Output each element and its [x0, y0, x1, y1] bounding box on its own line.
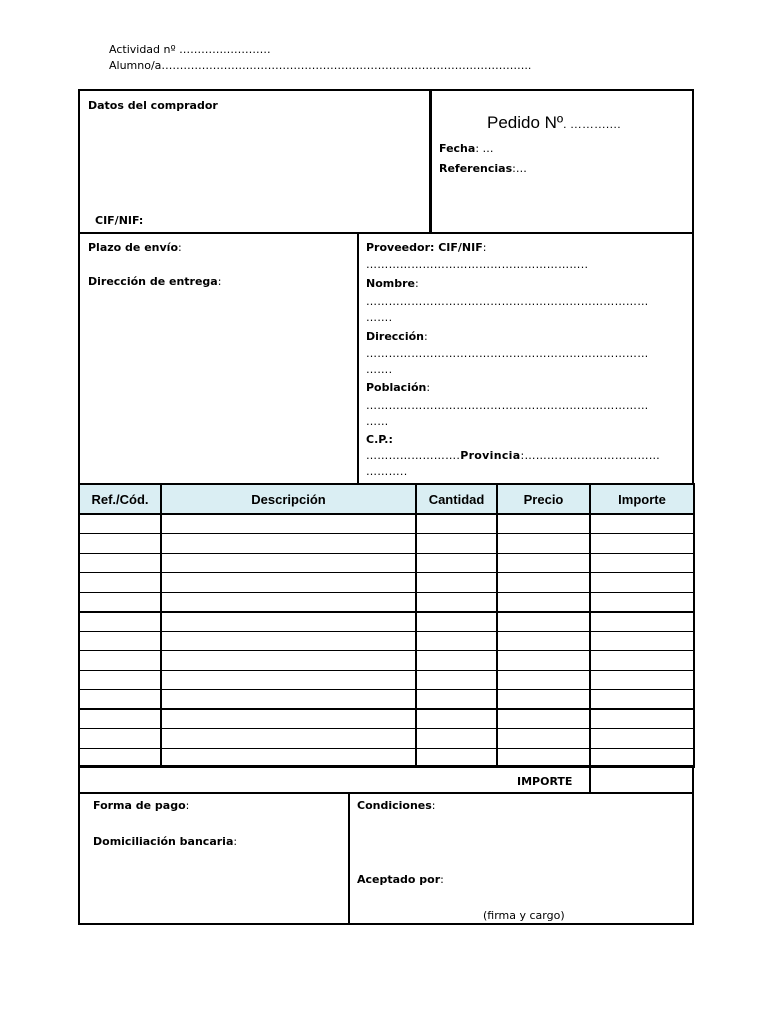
- importe-divider: [589, 767, 591, 794]
- pedido-title: Pedido Nº. ……….…: [487, 113, 622, 132]
- descripcion-cell[interactable]: [161, 573, 416, 593]
- descripcion-cell[interactable]: [161, 514, 416, 534]
- importe-cell[interactable]: [590, 553, 694, 573]
- cantidad-cell[interactable]: [416, 612, 497, 632]
- importe-cell[interactable]: [590, 651, 694, 671]
- aceptado-label: Aceptado por:: [357, 873, 444, 886]
- comprador-box: [78, 89, 432, 234]
- table-row: [79, 514, 694, 534]
- plazo-envio-label: Plazo de envío:: [88, 241, 182, 254]
- descripcion-cell[interactable]: [161, 612, 416, 632]
- descripcion-cell[interactable]: [161, 690, 416, 710]
- col-cantidad-header: Cantidad: [416, 484, 497, 514]
- precio-cell[interactable]: [497, 631, 590, 651]
- descripcion-cell[interactable]: [161, 709, 416, 729]
- table-row: [79, 592, 694, 612]
- ref-cell[interactable]: [79, 573, 161, 593]
- importe-cell[interactable]: [590, 592, 694, 612]
- pago-box: [78, 792, 350, 925]
- comprador-title: Datos del comprador: [88, 99, 218, 112]
- precio-cell[interactable]: [497, 729, 590, 749]
- ref-cell[interactable]: [79, 592, 161, 612]
- cantidad-cell[interactable]: [416, 729, 497, 749]
- cantidad-cell[interactable]: [416, 573, 497, 593]
- table-row: [79, 729, 694, 749]
- direccion-dots-2: …….: [366, 363, 393, 376]
- pedido-fecha: Fecha: …: [439, 142, 494, 155]
- importe-cell[interactable]: [590, 670, 694, 690]
- cantidad-cell[interactable]: [416, 690, 497, 710]
- descripcion-cell[interactable]: [161, 534, 416, 554]
- table-row: [79, 651, 694, 671]
- cantidad-cell[interactable]: [416, 631, 497, 651]
- descripcion-cell[interactable]: [161, 592, 416, 612]
- cp-provincia-line: …………………….Provincia:………………………………: [366, 449, 661, 462]
- alumno-line: Alumno/a………………………………………………………………………………………..: [109, 59, 532, 72]
- comprador-cif-label: CIF/NIF:: [95, 214, 144, 227]
- pedido-box: [429, 89, 694, 234]
- ref-cell[interactable]: [79, 631, 161, 651]
- nombre-dots-2: …….: [366, 311, 393, 324]
- importe-cell[interactable]: [590, 612, 694, 632]
- importe-cell[interactable]: [590, 573, 694, 593]
- nombre-label: Nombre:: [366, 277, 419, 290]
- firma-cargo-label: (firma y cargo): [483, 909, 565, 922]
- direccion-dots-1: …………………………………………………………………: [366, 347, 649, 360]
- condiciones-box: [348, 792, 694, 925]
- final-dots: ………..: [366, 465, 408, 478]
- domiciliacion-label: Domiciliación bancaria:: [93, 835, 238, 848]
- ref-cell[interactable]: [79, 729, 161, 749]
- precio-cell[interactable]: [497, 709, 590, 729]
- cantidad-cell[interactable]: [416, 514, 497, 534]
- importe-total-row: [78, 765, 694, 794]
- envio-box: [78, 232, 359, 485]
- precio-cell[interactable]: [497, 612, 590, 632]
- descripcion-cell[interactable]: [161, 670, 416, 690]
- cp-label: C.P.:: [366, 433, 393, 446]
- poblacion-label: Población:: [366, 381, 431, 394]
- ref-cell[interactable]: [79, 514, 161, 534]
- precio-cell[interactable]: [497, 651, 590, 671]
- table-header-row: [79, 484, 694, 514]
- poblacion-dots-1: …………………………………………………………………: [366, 399, 649, 412]
- cantidad-cell[interactable]: [416, 534, 497, 554]
- col-ref-header: Ref./Cód.: [79, 484, 161, 514]
- ref-cell[interactable]: [79, 651, 161, 671]
- pedido-referencias: Referencias:…: [439, 162, 527, 175]
- proveedor-label: Proveedor: CIF/NIF:: [366, 241, 487, 254]
- descripcion-cell[interactable]: [161, 631, 416, 651]
- table-row: [79, 690, 694, 710]
- table-row: [79, 670, 694, 690]
- items-table: [78, 483, 695, 768]
- descripcion-cell[interactable]: [161, 651, 416, 671]
- cantidad-cell[interactable]: [416, 553, 497, 573]
- precio-cell[interactable]: [497, 690, 590, 710]
- precio-cell[interactable]: [497, 573, 590, 593]
- table-row: [79, 612, 694, 632]
- precio-cell[interactable]: [497, 553, 590, 573]
- col-descripcion-header: Descripción: [161, 484, 416, 514]
- cantidad-cell[interactable]: [416, 592, 497, 612]
- importe-cell[interactable]: [590, 709, 694, 729]
- table-row: [79, 553, 694, 573]
- table-row: [79, 573, 694, 593]
- ref-cell[interactable]: [79, 670, 161, 690]
- importe-cell[interactable]: [590, 690, 694, 710]
- proveedor-box: [357, 232, 694, 485]
- importe-cell[interactable]: [590, 534, 694, 554]
- direccion-entrega-label: Dirección de entrega:: [88, 275, 222, 288]
- ref-cell[interactable]: [79, 709, 161, 729]
- cantidad-cell[interactable]: [416, 651, 497, 671]
- ref-cell[interactable]: [79, 553, 161, 573]
- table-row: [79, 631, 694, 651]
- cantidad-cell[interactable]: [416, 670, 497, 690]
- ref-cell[interactable]: [79, 534, 161, 554]
- table-row: [79, 534, 694, 554]
- importe-cell[interactable]: [590, 729, 694, 749]
- importe-total-label: IMPORTE: [517, 775, 573, 788]
- ref-cell[interactable]: [79, 690, 161, 710]
- table-row: [79, 709, 694, 729]
- ref-cell[interactable]: [79, 612, 161, 632]
- precio-cell[interactable]: [497, 592, 590, 612]
- importe-cell[interactable]: [590, 514, 694, 534]
- actividad-line: Actividad nº ………….…………: [109, 43, 271, 56]
- precio-cell[interactable]: [497, 670, 590, 690]
- descripcion-cell[interactable]: [161, 729, 416, 749]
- importe-cell[interactable]: [590, 631, 694, 651]
- col-importe-header: Importe: [590, 484, 694, 514]
- col-precio-header: Precio: [497, 484, 590, 514]
- proveedor-dots: …………………………………………………..: [366, 258, 589, 271]
- direccion-label: Dirección:: [366, 330, 428, 343]
- poblacion-dots-2: ……: [366, 415, 389, 428]
- forma-pago-label: Forma de pago:: [93, 799, 190, 812]
- condiciones-label: Condiciones:: [357, 799, 436, 812]
- precio-cell[interactable]: [497, 534, 590, 554]
- descripcion-cell[interactable]: [161, 553, 416, 573]
- precio-cell[interactable]: [497, 514, 590, 534]
- nombre-dots-1: …………………………………………………………………: [366, 295, 649, 308]
- cantidad-cell[interactable]: [416, 709, 497, 729]
